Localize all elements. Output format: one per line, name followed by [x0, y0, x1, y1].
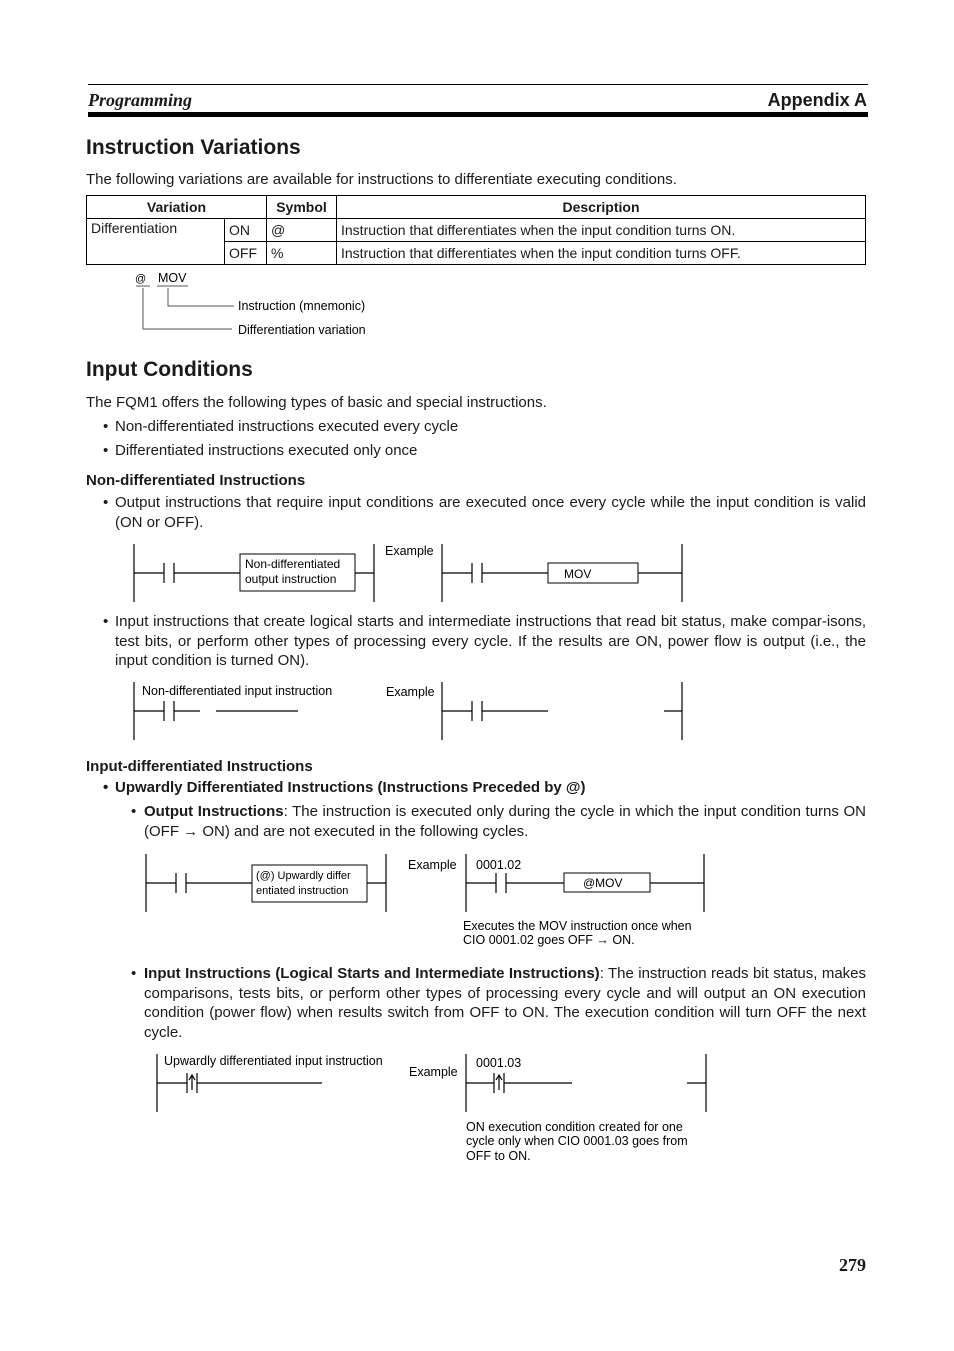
table-header-description: Description [337, 196, 866, 219]
input-diff-heading: Input-differentiated Instructions [86, 758, 313, 775]
list-item: • [131, 965, 137, 982]
instruction-variations-title: Instruction Variations [86, 136, 301, 159]
header-rule-top [88, 84, 868, 85]
input-instructions-bold: Input Instructions (Logical Starts and Intermediate Instructions) [144, 965, 600, 982]
ladder-diagram-nondiff-output [130, 540, 690, 606]
diagram-label: Non-differentiated input instruction [142, 684, 333, 698]
output-instructions-paragraph [144, 802, 866, 841]
list-item-text: Differentiated instructions executed only once [115, 442, 418, 459]
diagram-label-mnemonic: Instruction (mnemonic) [238, 299, 366, 313]
instruction-variations-intro: The following variations are available for instructions to differentiate executing conditions. [86, 171, 677, 188]
mnemonic-diagram [130, 268, 390, 340]
header-section: Programming [88, 90, 193, 110]
output-instructions-bold: Output Instructions [144, 803, 284, 820]
list-item-text: Non-differentiated instructions executed every cycle [115, 418, 459, 435]
list-item: • [103, 418, 109, 435]
input-conditions-intro: The FQM1 offers the following types of basic and special instructions. [86, 394, 547, 411]
variations-table [86, 195, 866, 265]
caption-line-2: cycle only when CIO 0001.03 goes from [466, 1134, 688, 1148]
example-label: Example [408, 858, 457, 872]
caption-line-1: ON execution condition created for one [466, 1120, 683, 1134]
page-number: 279 [839, 1255, 866, 1275]
non-diff-bullet-2: Input instructions that create logical starts and intermediate instructions that read bit status, make compar-isons, test bits, or perform other types of processing every cycle. If the results are ON, power flow is output (i.e., the input condition is turned ON). [115, 613, 866, 669]
input-instructions-paragraph [144, 964, 866, 1042]
ladder-diagram-upward-output [140, 852, 720, 952]
table-cell-variation: Differentiation [87, 219, 225, 265]
box-label-line-2: output instruction [245, 572, 337, 586]
non-diff-heading: Non-differentiated Instructions [86, 472, 306, 489]
header-rule-bottom [88, 112, 868, 117]
address-label: 0001.03 [476, 1056, 522, 1070]
diagram-mnemonic: MOV [158, 271, 187, 285]
caption-line-2: CIO 0001.02 goes OFF → ON. [463, 933, 635, 947]
list-item: • [103, 779, 109, 796]
address-label: 0001.02 [476, 858, 522, 872]
example-label: Example [385, 544, 434, 558]
upward-diff-subheading: Upwardly Differentiated Instructions (Instructions Preceded by @) [115, 779, 586, 796]
table-cell-description: Instruction that differentiates when the input condition turns ON. [337, 219, 866, 242]
box-label-line-1: Non-differentiated [245, 557, 341, 571]
input-instructions-text: : The instruction reads bit status, makes comparisons, tests bits, or perform other types of processing every cycle and will output an ON execution condition (power flow) when results switch from OFF to ON. The execution condition will turn OFF the next cycle. [144, 965, 867, 1041]
table-cell-symbol: % [267, 242, 337, 265]
caption-line-1: Executes the MOV instruction once when [463, 919, 692, 933]
input-conditions-title: Input Conditions [86, 358, 253, 381]
header-appendix: Appendix A [767, 90, 867, 110]
table-cell-state: OFF [225, 242, 267, 265]
non-diff-bullet-1: Output instructions that require input conditions are executed once every cycle while the input condition is valid (ON or OFF). [115, 494, 866, 531]
table-cell-state: ON [225, 219, 267, 242]
ladder-diagram-upward-input [150, 1050, 720, 1165]
caption-line-3: OFF to ON. [466, 1149, 531, 1163]
example-label: Example [386, 685, 435, 699]
list-item: • [103, 613, 109, 630]
example-label: Example [409, 1065, 458, 1079]
list-item: • [103, 442, 109, 459]
box-label-line-2: entiated instruction [256, 885, 349, 897]
diagram-label-variation: Differentiation variation [238, 323, 366, 337]
mov-label: MOV [564, 567, 592, 581]
ladder-diagram-nondiff-input [130, 680, 690, 742]
table-header-variation: Variation [87, 196, 267, 219]
table-cell-description: Instruction that differentiates when the input condition turns OFF. [337, 242, 866, 265]
diagram-label: Upwardly differentiated input instruction [164, 1054, 383, 1068]
list-item: • [103, 494, 109, 511]
table-header-symbol: Symbol [267, 196, 337, 219]
output-instructions-text: : The instruction is executed only during the cycle in which the input condition turns ON (OFF → ON) and are not executed in the following cycles. [144, 803, 866, 840]
mov-label: @MOV [583, 876, 623, 890]
diagram-at-symbol: @ [135, 273, 147, 285]
list-item: • [131, 803, 137, 820]
table-cell-symbol: @ [267, 219, 337, 242]
box-label-line-1: (@) Upwardly differ [256, 870, 351, 882]
